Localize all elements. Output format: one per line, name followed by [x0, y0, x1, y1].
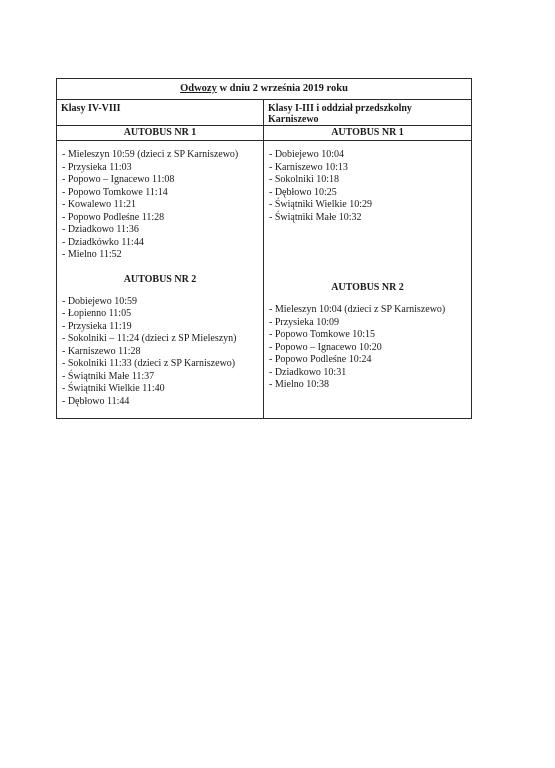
list-item: - Karniszewo 11:28: [62, 345, 141, 357]
right-header-line1: Klasy I-III i oddział przedszkolny: [268, 103, 412, 114]
list-item: - Sokolniki – 11:24 (dzieci z SP Mieleszyn): [62, 333, 237, 344]
list-item: - Przysieka 11:19: [62, 320, 132, 332]
list-item: - Popowo Podleśne 10:24: [269, 354, 372, 365]
left-bus2-stops: [57, 296, 263, 409]
list-item: - Popowo – Ignacewo 11:08: [62, 174, 175, 185]
list-item: - Dziadkówko 11:44: [62, 236, 144, 248]
list-item: - Świątniki Wielkie 10:29: [269, 199, 373, 210]
right-header-line2: Karniszewo: [268, 114, 319, 125]
list-item: - Świątniki Wielkie 11:40: [62, 383, 165, 394]
list-item: - Karniszewo 10:13: [269, 161, 348, 173]
list-item: - Mieleszyn 10:04 (dzieci z SP Karniszewo): [269, 304, 446, 315]
list-item: - Łopienno 11:05: [62, 308, 132, 319]
schedule-table: [56, 78, 472, 419]
list-item: - Dębłowo 11:44: [62, 395, 130, 407]
left-bus1-stops: [57, 149, 263, 262]
list-item: - Dębłowo 10:25: [269, 186, 337, 198]
list-item: - Kowalewo 11:21: [62, 199, 137, 210]
list-item: - Dziadkowo 10:31: [269, 366, 347, 378]
list-item: - Popowo Podleśne 11:28: [62, 211, 165, 223]
list-item: - Świątniki Małe 11:37: [62, 370, 155, 382]
right-bus1-stops: [264, 149, 471, 224]
right-bus2-stops: [264, 304, 471, 392]
right-header: [264, 100, 471, 126]
list-item: - Popowo – Ignacewo 10:20: [269, 341, 382, 353]
left-column: [57, 100, 264, 418]
list-item: - Sokolniki 10:18: [269, 174, 340, 185]
list-item: - Przysieka 11:03: [62, 161, 132, 173]
right-bus2-title: AUTOBUS NR 2: [331, 282, 404, 293]
left-bus2-title: AUTOBUS NR 2: [123, 273, 197, 285]
list-item: - Popowo Tomkowe 11:14: [62, 186, 168, 198]
left-header: Klasy IV-VIII: [57, 100, 263, 126]
list-item: - Świątniki Małe 10:32: [269, 211, 362, 223]
title-underlined-word: Odwozy: [180, 83, 217, 94]
list-item: - Mielno 10:38: [269, 379, 329, 390]
left-bus1-title: AUTOBUS NR 1: [57, 126, 263, 141]
list-item: - Sokolniki 11:33 (dzieci z SP Karniszewo): [62, 358, 236, 369]
list-item: - Mieleszyn 10:59 (dzieci z SP Karniszewo): [62, 149, 239, 160]
list-item: - Mielno 11:52: [62, 249, 122, 260]
right-column: [264, 100, 471, 418]
list-item: - Popowo Tomkowe 10:15: [269, 329, 376, 340]
title-rest: w dniu 2 września 2019 roku: [216, 83, 348, 94]
table-title: [57, 79, 471, 100]
right-bus1-title: AUTOBUS NR 1: [264, 126, 471, 141]
list-item: - Dziadkowo 11:36: [62, 224, 139, 235]
list-item: - Dobiejewo 10:04: [269, 149, 344, 160]
list-item: - Przysieka 10:09: [269, 316, 339, 328]
columns: [57, 100, 471, 418]
list-item: - Dobiejewo 10:59: [62, 295, 137, 307]
